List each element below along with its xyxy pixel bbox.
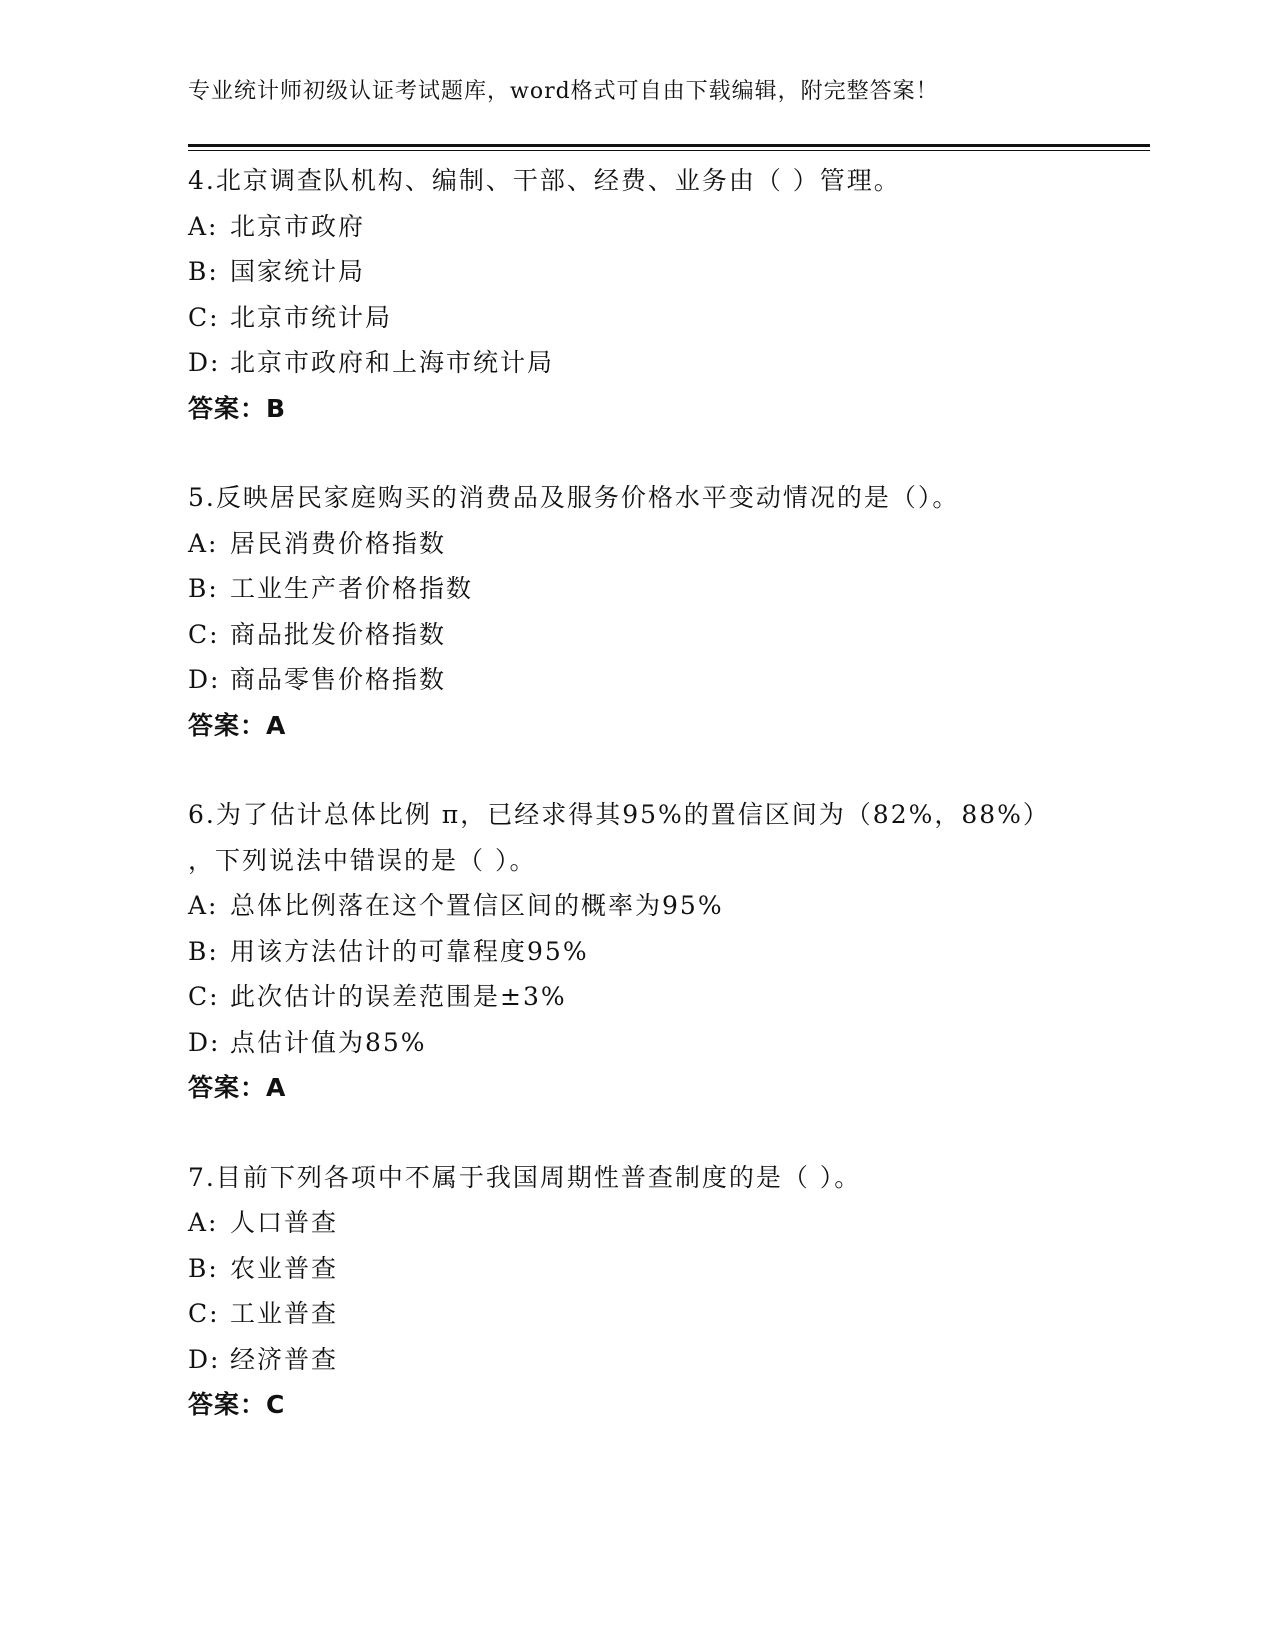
option-key: C: (188, 1299, 220, 1328)
option-key: D: (188, 1027, 221, 1057)
option-text: 居民消费价格指数 (230, 528, 447, 558)
option-c (188, 974, 1150, 1020)
option-text: 总体比例落在这个置信区间的概率为95% (230, 891, 724, 920)
header-rule-thick (188, 144, 1150, 147)
option-text: 北京市政府和上海市统计局 (230, 348, 555, 377)
option-a (188, 521, 1150, 567)
option-key: D: (188, 665, 221, 694)
question-stem: 4.北京调查队机构、编制、干部、经费、业务由（ ）管理。 (188, 166, 901, 195)
option-c (188, 1291, 1150, 1337)
option-key: C: (188, 619, 220, 649)
option-a (188, 204, 1150, 250)
option-text: 北京市政府 (230, 211, 366, 241)
option-key: A: (188, 1208, 219, 1237)
option-text: 农业普查 (230, 1253, 339, 1283)
option-key: B: (188, 936, 219, 966)
option-key: C: (188, 982, 220, 1011)
option-key: A: (188, 528, 219, 558)
question-stem: 6.为了估计总体比例 π，已经求得其95%的置信区间为（82%，88%） (188, 800, 1050, 829)
option-text: 人口普查 (230, 1208, 339, 1237)
option-key: B: (188, 257, 219, 286)
question-stem: 7.目前下列各项中不属于我国周期性普查制度的是（ ）。 (188, 1162, 862, 1192)
option-text: 工业普查 (230, 1299, 339, 1328)
option-key: A: (188, 211, 219, 241)
option-key: D: (188, 348, 221, 377)
option-a (188, 1200, 1150, 1246)
question-stem: 5.反映居民家庭购买的消费品及服务价格水平变动情况的是（）。 (188, 483, 960, 512)
option-key: D: (188, 1344, 221, 1374)
option-key: B: (188, 574, 219, 603)
option-text: 北京市统计局 (230, 302, 393, 332)
option-c (188, 295, 1150, 341)
option-text: 工业生产者价格指数 (230, 574, 474, 603)
option-text: 此次估计的误差范围是±3% (230, 982, 567, 1011)
question-4 (188, 158, 1150, 431)
option-text: 国家统计局 (230, 257, 366, 286)
option-key: C: (188, 302, 220, 332)
question-7 (188, 1155, 1150, 1428)
option-d (188, 340, 1150, 386)
header-rule-thin (188, 150, 1150, 151)
option-key: B: (188, 1253, 219, 1283)
option-text: 商品批发价格指数 (230, 619, 447, 649)
answer-line: 答案：A (188, 1073, 287, 1102)
answer-line: 答案：A (188, 710, 287, 740)
option-text: 用该方法估计的可靠程度95% (230, 936, 589, 966)
option-text: 商品零售价格指数 (230, 665, 447, 694)
question-list (188, 158, 1150, 1472)
option-b (188, 249, 1150, 295)
page-header: 专业统计师初级认证考试题库，word格式可自由下载编辑，附完整答案！ (188, 79, 939, 104)
question-6 (188, 792, 1150, 1111)
option-b (188, 566, 1150, 612)
option-d (188, 1337, 1150, 1383)
option-key: A: (188, 891, 219, 920)
option-a (188, 883, 1150, 929)
option-b (188, 929, 1150, 975)
option-text: 经济普查 (230, 1344, 339, 1374)
question-stem-continued: ，下列说法中错误的是（ ）。 (188, 845, 537, 875)
option-d (188, 1020, 1150, 1066)
answer-line: 答案：B (188, 393, 287, 423)
option-b (188, 1246, 1150, 1292)
question-5 (188, 475, 1150, 748)
option-text: 点估计值为85% (230, 1027, 427, 1057)
option-c (188, 612, 1150, 658)
answer-line: 答案：C (188, 1390, 286, 1419)
option-d (188, 657, 1150, 703)
